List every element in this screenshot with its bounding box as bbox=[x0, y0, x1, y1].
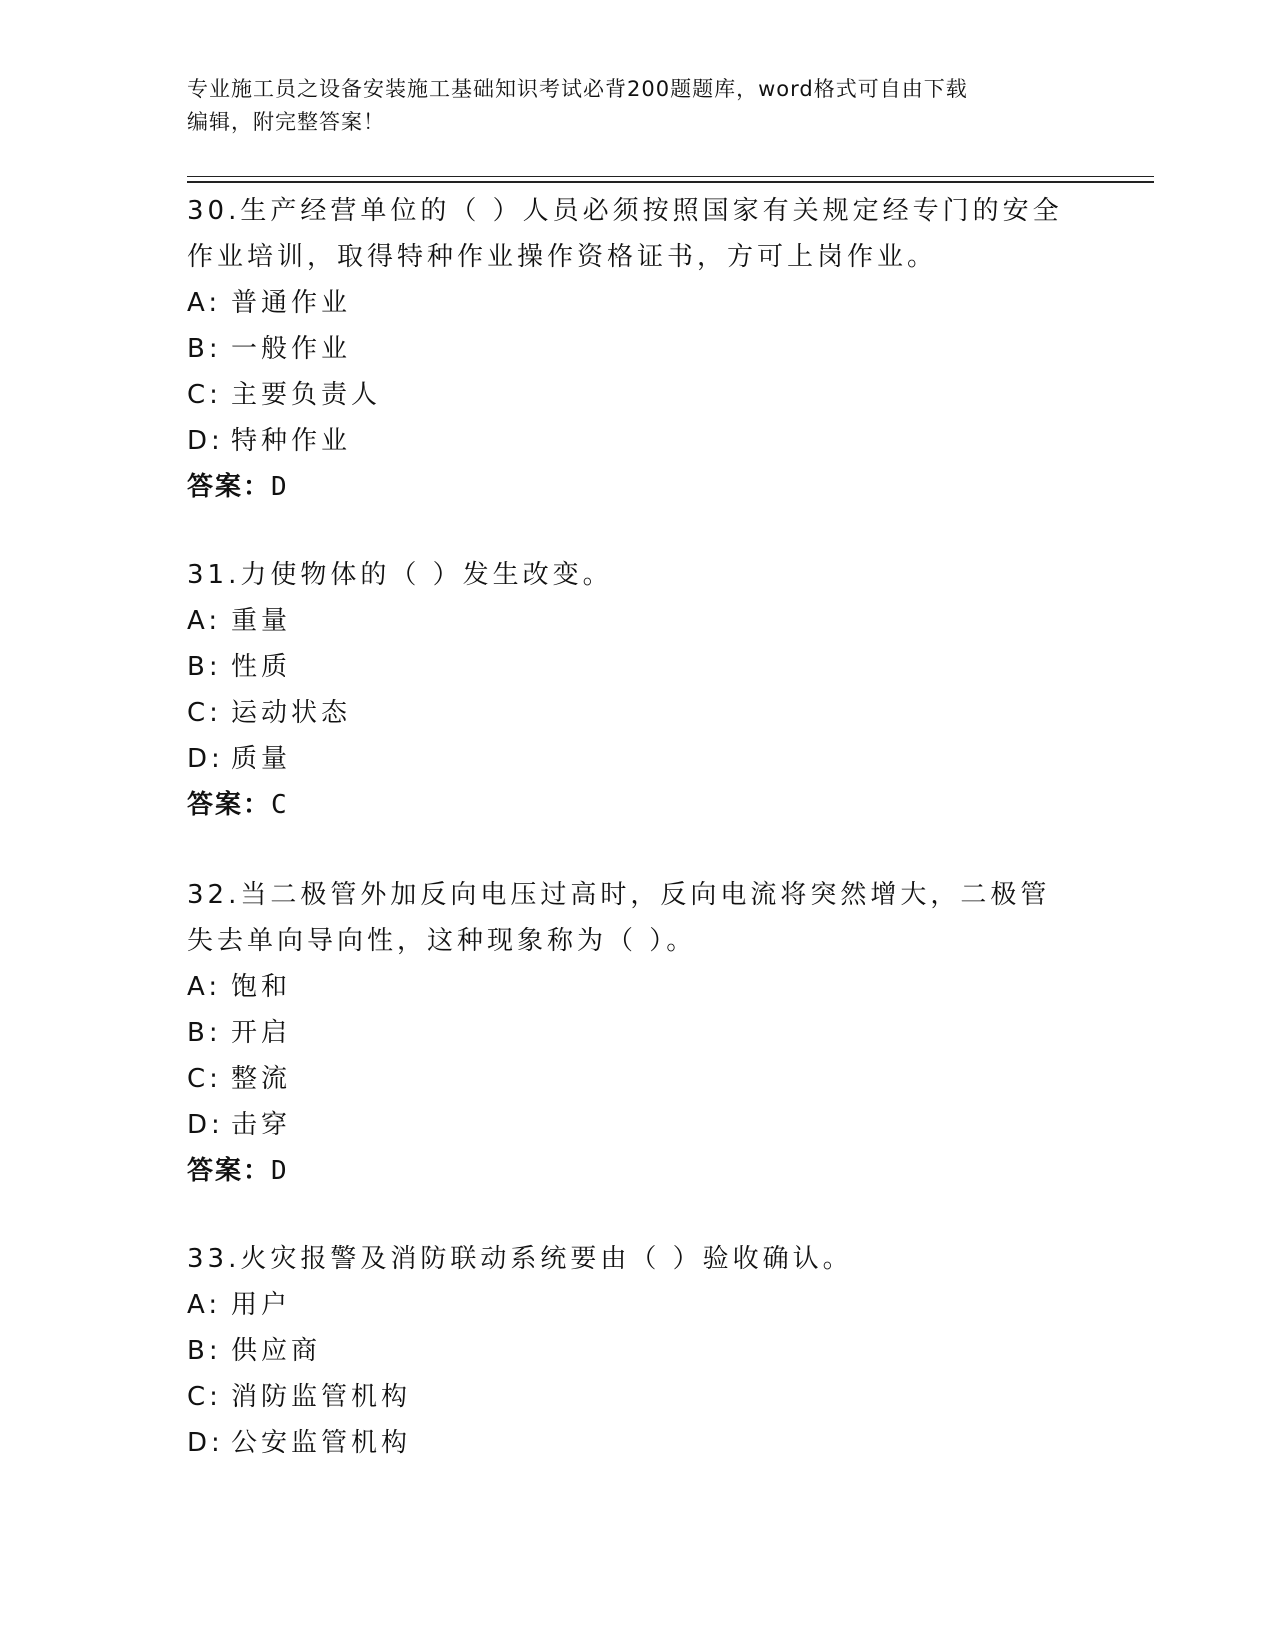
question-stem: 32.当二极管外加反向电压过高时，反向电流将突然增大，二极管失去单向导向性，这种现象称为（ ）。 bbox=[187, 880, 1051, 956]
question-30 bbox=[187, 188, 1077, 510]
question-31 bbox=[187, 552, 1077, 828]
option-text: 供应商 bbox=[231, 1336, 322, 1366]
answer-label: 答案： bbox=[187, 472, 272, 502]
option-letter: B: bbox=[187, 652, 222, 682]
option-d bbox=[187, 1420, 1077, 1466]
option-text: 消防监管机构 bbox=[231, 1382, 412, 1412]
option-c bbox=[187, 1374, 1077, 1420]
option-letter: C: bbox=[187, 380, 222, 410]
header-line-1: 专业施工员之设备安装施工基础知识考试必背200题题库，word格式可自由下载 bbox=[187, 77, 968, 101]
answer-label: 答案： bbox=[187, 790, 272, 820]
option-text: 公安监管机构 bbox=[231, 1428, 412, 1458]
option-a bbox=[187, 598, 1077, 644]
option-letter: A: bbox=[187, 288, 222, 318]
option-text: 特种作业 bbox=[231, 426, 352, 456]
option-a bbox=[187, 280, 1077, 326]
option-text: 饱和 bbox=[231, 972, 292, 1002]
option-d bbox=[187, 418, 1077, 464]
answer-value: C bbox=[271, 790, 287, 820]
option-text: 运动状态 bbox=[231, 698, 352, 728]
option-letter: D: bbox=[187, 1428, 224, 1458]
option-b bbox=[187, 644, 1077, 690]
document-header bbox=[187, 73, 1067, 139]
option-d bbox=[187, 1102, 1077, 1148]
option-text: 一般作业 bbox=[231, 334, 352, 364]
option-a bbox=[187, 964, 1077, 1010]
option-text: 开启 bbox=[231, 1018, 292, 1048]
option-letter: A: bbox=[187, 1290, 222, 1320]
option-text: 主要负责人 bbox=[231, 380, 382, 410]
question-33 bbox=[187, 1236, 1077, 1466]
option-text: 重量 bbox=[231, 606, 292, 636]
option-c bbox=[187, 1056, 1077, 1102]
option-letter: B: bbox=[187, 334, 222, 364]
answer-line bbox=[187, 464, 1077, 510]
option-a bbox=[187, 1282, 1077, 1328]
answer-line bbox=[187, 1148, 1077, 1194]
option-text: 用户 bbox=[231, 1290, 292, 1320]
answer-label: 答案： bbox=[187, 1156, 272, 1186]
option-letter: B: bbox=[187, 1018, 222, 1048]
option-text: 普通作业 bbox=[231, 288, 352, 318]
option-b bbox=[187, 326, 1077, 372]
option-b bbox=[187, 1010, 1077, 1056]
option-text: 整流 bbox=[231, 1064, 292, 1094]
header-divider-top bbox=[187, 176, 1154, 177]
question-32 bbox=[187, 872, 1077, 1194]
answer-value: D bbox=[271, 1156, 287, 1186]
answer-value: D bbox=[271, 472, 287, 502]
option-letter: A: bbox=[187, 606, 222, 636]
option-text: 击穿 bbox=[231, 1110, 292, 1140]
option-c bbox=[187, 372, 1077, 418]
option-d bbox=[187, 736, 1077, 782]
question-stem: 33.火灾报警及消防联动系统要由（ ）验收确认。 bbox=[187, 1244, 853, 1274]
option-letter: A: bbox=[187, 972, 222, 1002]
header-divider-bottom bbox=[187, 181, 1154, 183]
option-letter: C: bbox=[187, 1382, 222, 1412]
option-text: 性质 bbox=[231, 652, 292, 682]
option-letter: B: bbox=[187, 1336, 222, 1366]
header-line-2: 编辑，附完整答案！ bbox=[187, 110, 385, 134]
answer-line bbox=[187, 782, 1077, 828]
option-text: 质量 bbox=[231, 744, 292, 774]
option-b bbox=[187, 1328, 1077, 1374]
option-letter: D: bbox=[187, 1110, 224, 1140]
question-stem: 31.力使物体的（ ）发生改变。 bbox=[187, 560, 613, 590]
question-stem: 30.生产经营单位的（ ）人员必须按照国家有关规定经专门的安全作业培训，取得特种作业操作资格证书，方可上岗作业。 bbox=[187, 196, 1063, 272]
option-c bbox=[187, 690, 1077, 736]
option-letter: D: bbox=[187, 426, 224, 456]
option-letter: C: bbox=[187, 698, 222, 728]
option-letter: C: bbox=[187, 1064, 222, 1094]
option-letter: D: bbox=[187, 744, 224, 774]
